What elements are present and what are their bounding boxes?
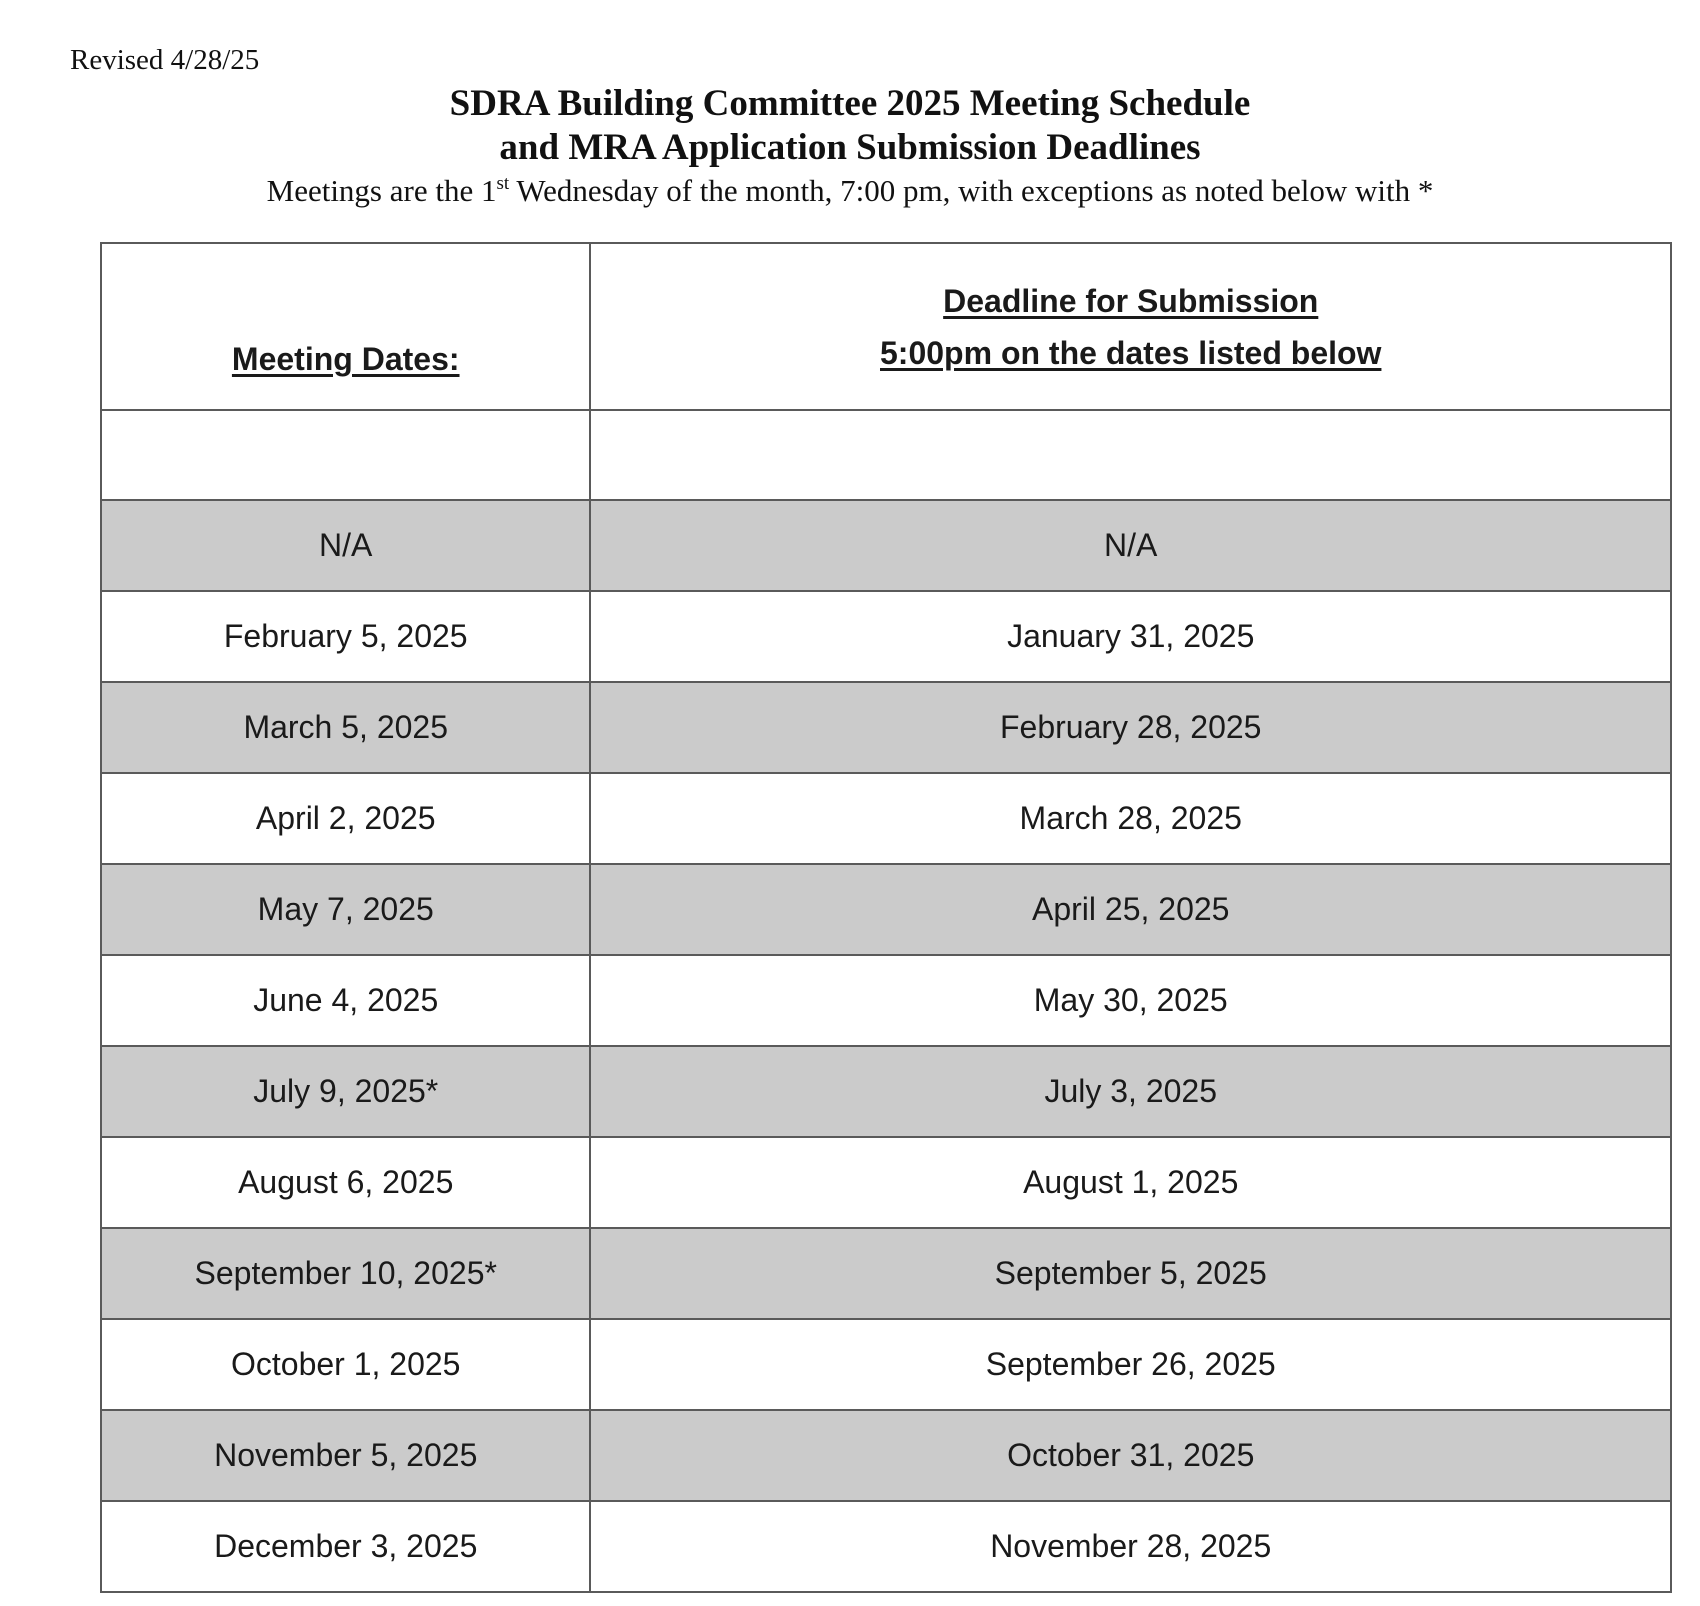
header-meeting-dates — [101, 243, 590, 410]
deadline-cell: September 5, 2025 — [590, 1228, 1671, 1319]
table-row — [101, 500, 1671, 591]
header-deadline — [590, 243, 1671, 410]
deadline-cell: April 25, 2025 — [590, 864, 1671, 955]
meeting-date-cell: August 6, 2025 — [101, 1137, 590, 1228]
meeting-date-cell: May 7, 2025 — [101, 864, 590, 955]
table-row — [101, 1046, 1671, 1137]
table-row — [101, 682, 1671, 773]
meeting-date-cell: September 10, 2025* — [101, 1228, 590, 1319]
header-deadline-line-1: Deadline for Submission — [943, 282, 1319, 319]
meeting-date-cell: April 2, 2025 — [101, 773, 590, 864]
revision-note: Revised 4/28/25 — [70, 44, 260, 76]
table-row — [101, 1228, 1671, 1319]
meeting-date-cell: December 3, 2025 — [101, 1501, 590, 1592]
table-row — [101, 1137, 1671, 1228]
meeting-note-ordinal: st — [496, 173, 510, 194]
deadline-cell: September 26, 2025 — [590, 1319, 1671, 1410]
schedule-table — [100, 242, 1672, 1593]
meeting-date-cell: N/A — [101, 500, 590, 591]
deadline-cell: July 3, 2025 — [590, 1046, 1671, 1137]
meeting-date-cell: June 4, 2025 — [101, 955, 590, 1046]
meeting-note — [0, 172, 1700, 215]
deadline-cell: March 28, 2025 — [590, 773, 1671, 864]
meeting-note-start: Meetings are the 1 — [266, 173, 497, 208]
meeting-date-cell: July 9, 2025* — [101, 1046, 590, 1137]
deadline-cell: February 28, 2025 — [590, 682, 1671, 773]
meeting-note-end: Wednesday of the month, 7:00 pm, with exceptions as noted below with * — [509, 173, 1434, 208]
meeting-date-cell: March 5, 2025 — [101, 682, 590, 773]
table-row — [101, 955, 1671, 1046]
document-title-line-1: SDRA Building Committee 2025 Meeting Schedule — [449, 83, 1251, 124]
header-meeting-dates-label: Meeting Dates: — [231, 341, 460, 377]
deadline-cell: November 28, 2025 — [590, 1501, 1671, 1592]
table-header-row — [101, 243, 1671, 410]
blank-cell — [590, 410, 1671, 500]
table-row — [101, 1410, 1671, 1501]
deadline-cell: January 31, 2025 — [590, 591, 1671, 682]
table-row — [101, 864, 1671, 955]
blank-cell — [101, 410, 590, 500]
table-row — [101, 1319, 1671, 1410]
table-row — [101, 591, 1671, 682]
blank-row — [101, 410, 1671, 500]
table-row — [101, 773, 1671, 864]
deadline-cell: October 31, 2025 — [590, 1410, 1671, 1501]
deadline-cell: May 30, 2025 — [590, 955, 1671, 1046]
meeting-date-cell: October 1, 2025 — [101, 1319, 590, 1410]
deadline-cell: N/A — [590, 500, 1671, 591]
table-row — [101, 1501, 1671, 1592]
header-deadline-line-2: 5:00pm on the dates listed below — [880, 334, 1382, 371]
deadline-cell: August 1, 2025 — [590, 1137, 1671, 1228]
document-title-line-2: and MRA Application Submission Deadlines — [499, 127, 1201, 168]
meeting-date-cell: November 5, 2025 — [101, 1410, 590, 1501]
meeting-date-cell: February 5, 2025 — [101, 591, 590, 682]
